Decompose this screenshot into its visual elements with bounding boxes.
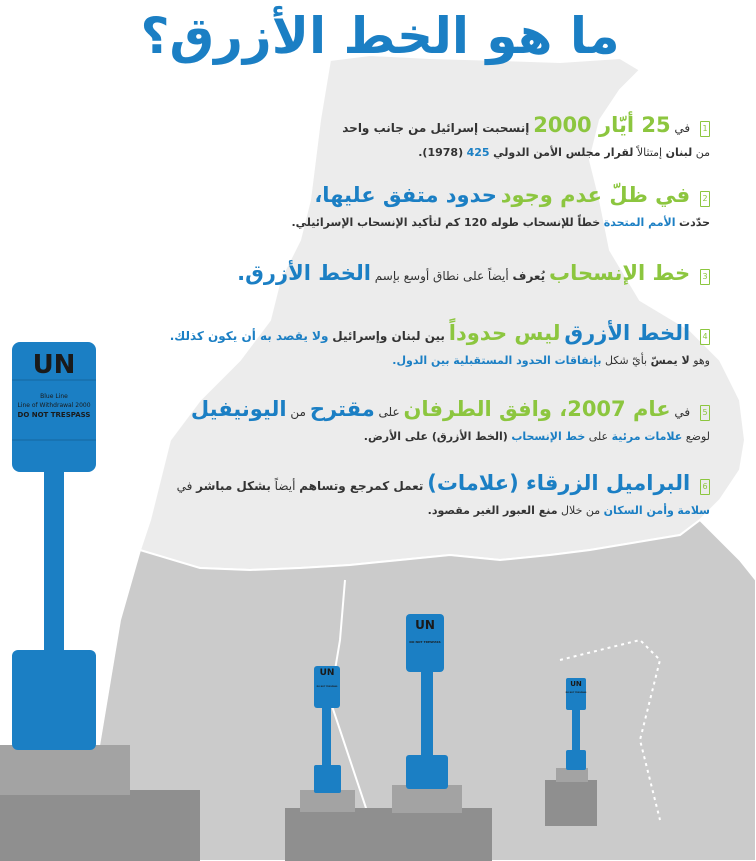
page-title <box>110 0 650 72</box>
item4-l2-a: وهو <box>693 354 710 367</box>
item4-l2-c: بأيّ شكل <box>604 354 648 367</box>
fact-item-5 <box>190 396 710 447</box>
fact-item-2 <box>250 182 710 233</box>
item-number: 5 <box>700 405 710 421</box>
barrel-far-un-label: UN <box>570 680 582 688</box>
item1-l1-c: إنسحبت إسرائيل من جانب واحد <box>342 121 530 135</box>
item1-l1-b: 25 أيّار 2000 <box>533 113 671 137</box>
barrel-line1: Blue Line <box>40 393 68 400</box>
item5-l1-e: من <box>290 405 306 419</box>
item2-l1-a: في ظلّ عدم وجود <box>500 183 691 207</box>
item6-l2-b: وأمن السكان <box>603 504 674 517</box>
item4-l1-a: الخط الأزرق <box>564 321 691 345</box>
item6-l2-d: منع العبور الغير مقصود. <box>427 504 558 517</box>
item4-l2-d: بإتفاقات الحدود المستقبلية بين الدول. <box>392 354 602 367</box>
title-part1: ما هو <box>486 7 620 65</box>
item6-l1-e: في <box>176 479 193 493</box>
item1-l2-e: 425 <box>466 146 490 159</box>
item3-l1-c: أيضاً على نطاق أوسع بإسم <box>374 269 509 283</box>
item-number: 4 <box>700 329 710 345</box>
item3-l1-b: يُعرف <box>512 269 546 283</box>
barrel-line2: Line of Withdrawal 2000 <box>17 402 91 409</box>
item1-l2-a: من <box>695 146 710 159</box>
barrel-un-label: UN <box>32 350 76 380</box>
item5-l2-b: علامات مرئية <box>611 430 683 443</box>
item4-l1-b: ليس حدوداً <box>448 321 561 345</box>
item4-l1-d: ولا يقصد به أن يكون كذلك. <box>169 329 329 343</box>
item1-l2-f: (1978). <box>418 146 464 159</box>
item3-l1-d: الخط الأزرق. <box>237 261 371 285</box>
item6-l2-a: سلامة <box>677 504 710 517</box>
item1-l2-b: لبنان <box>665 146 693 159</box>
item4-l2-b: لا يمسّ <box>650 354 690 367</box>
item-number: 6 <box>700 479 710 495</box>
item1-l2-d: لقرار مجلس الأمن الدولي <box>493 146 634 159</box>
item5-l2-a: لوضع <box>685 430 710 443</box>
item-number: 3 <box>700 269 710 285</box>
fact-item-3 <box>237 260 710 289</box>
item-number: 1 <box>700 121 710 137</box>
item2-l2-c: خطاً للإنسحاب طوله 120 كم لتأكيد الإنسحاب الإسرائيلي. <box>291 216 601 229</box>
item5-l2-d: خط الإنسحاب <box>511 430 586 443</box>
item2-l2-b: الأمم المتحدة <box>603 216 676 229</box>
item1-l1-a: في <box>674 121 691 135</box>
item6-l1-d: بشكل مباشر <box>196 479 271 493</box>
item2-l1-b: حدود متفق عليها، <box>314 183 497 207</box>
item5-l1-f: اليونيفيل <box>190 397 287 421</box>
fact-item-4 <box>169 320 710 371</box>
item4-l1-c: بين لبنان وإسرائيل <box>332 329 445 343</box>
fact-item-6 <box>176 470 710 521</box>
barrel-medium-line3: DO NOT TRESPASS <box>409 640 441 644</box>
item6-l1-a: البراميل الزرقاء (علامات) <box>427 471 691 495</box>
item6-l1-b: تعمل كمرجع وتساهم <box>299 479 424 493</box>
item5-l1-b: عام 2007، وافق الطرفان <box>403 397 671 421</box>
barrel-small-line3: DO NOT TRESPASS <box>316 686 338 688</box>
fact-item-1 <box>290 112 710 163</box>
barrel-line3: DO NOT TRESPASS <box>17 411 91 419</box>
item5-l1-a: في <box>674 405 691 419</box>
title-part2: الخط الأزرق؟ <box>140 7 469 65</box>
item1-l2-c: إمتثالاً <box>636 146 663 159</box>
item5-l2-e: (الخط الأزرق) على الأرض. <box>363 430 508 443</box>
item6-l1-c: أيضاً <box>274 479 296 493</box>
item-number: 2 <box>700 191 710 207</box>
item2-l2-a: حدّدت <box>679 216 710 229</box>
item5-l1-c: على <box>378 405 400 419</box>
item3-l1-a: خط الإنسحاب <box>549 261 691 285</box>
item5-l1-d: مقترح <box>309 397 375 421</box>
barrel-small-un-label: UN <box>319 668 335 678</box>
barrel-medium-un-label: UN <box>415 618 435 632</box>
barrel-far-line3: DO NOT TRESPASS <box>565 692 587 694</box>
item6-l2-c: من خلال <box>561 504 601 517</box>
item5-l2-c: على <box>588 430 609 443</box>
